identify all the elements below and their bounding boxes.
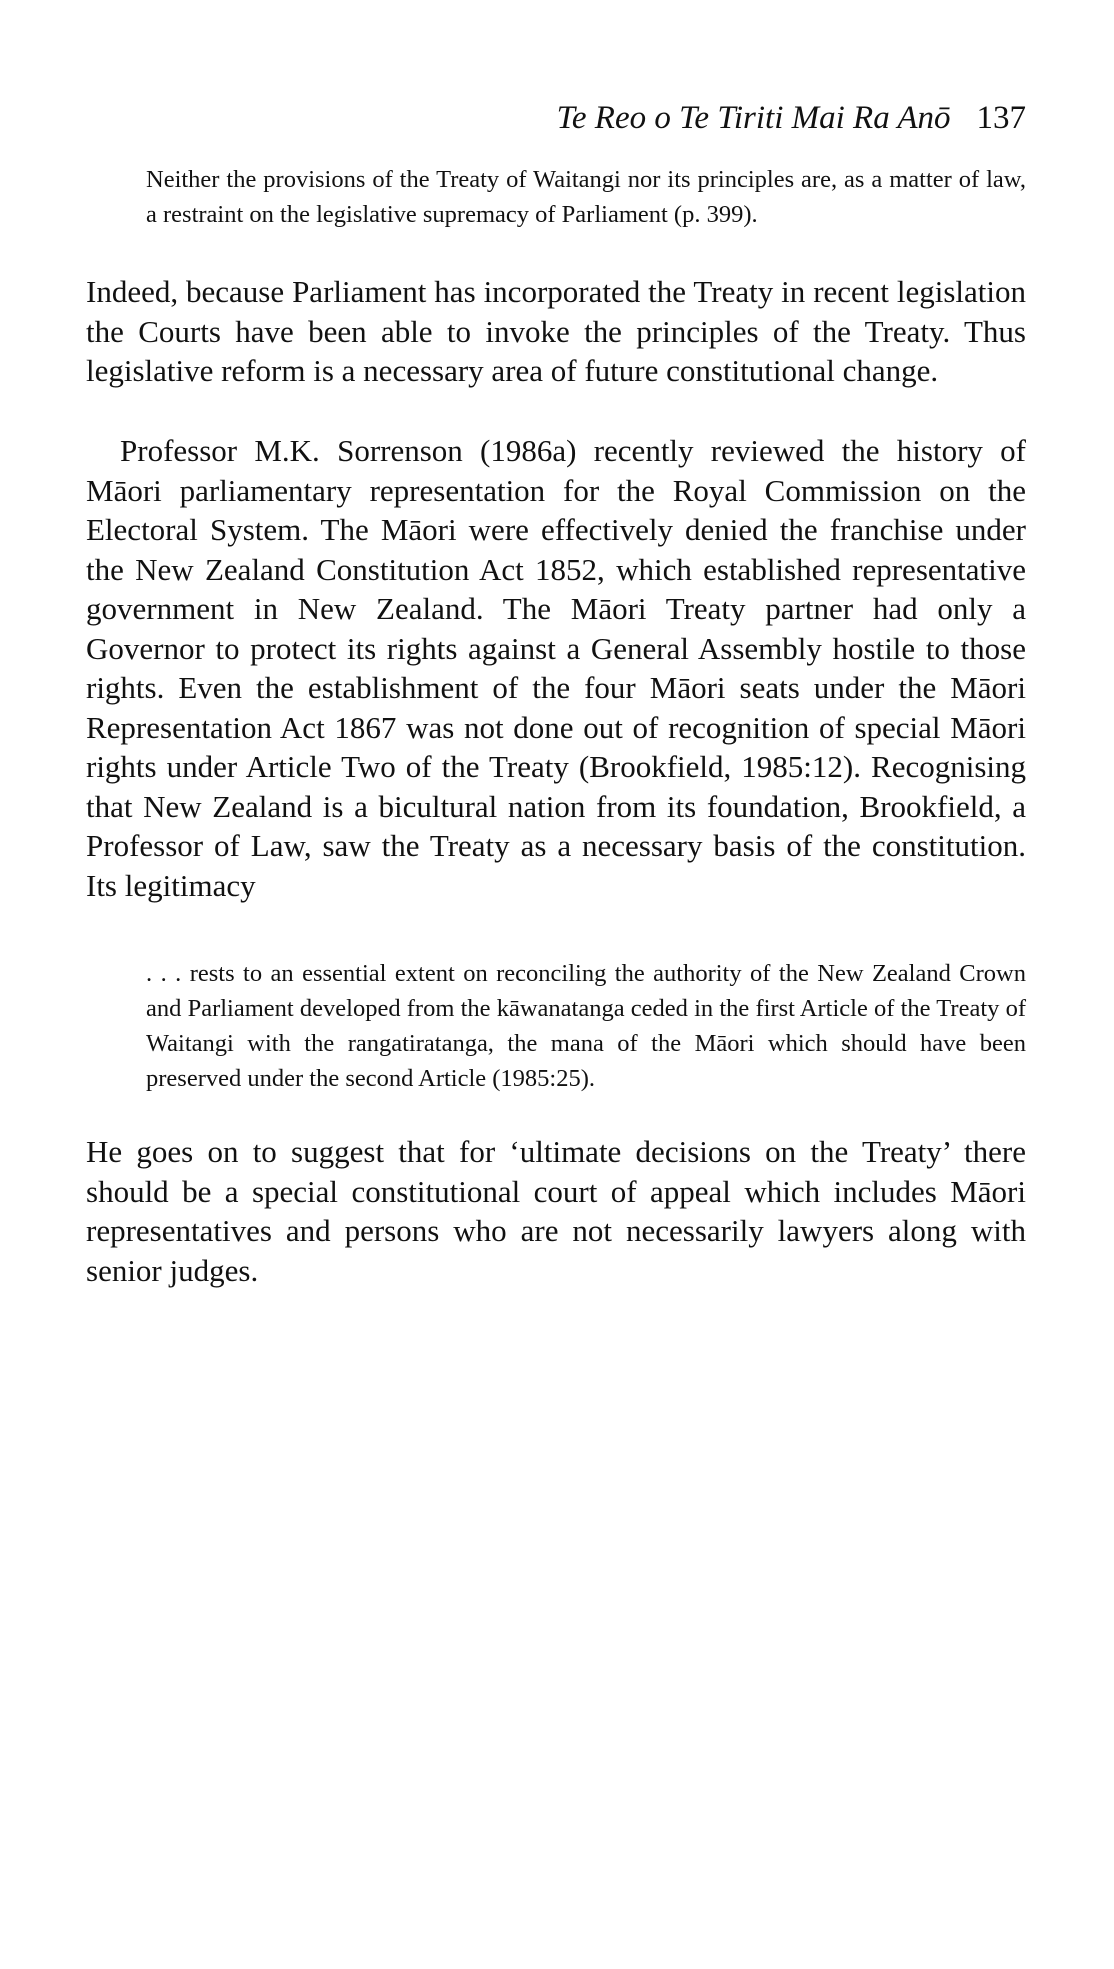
paragraph-sorrenson-review: Professor M.K. Sorrenson (1986a) recently reviewed the history of Māori parliamentary representation for the Royal Commission on the Electoral System. The Māori were effectively denied the franchise under the New Zealand Constitution Act 1852, which established representative government in New Zealand. The Māori Treaty partner had only a Governor to protect its rights against a General Assembly hostile to those rights. Even the establishment of the four Māori seats under the Māori Representation Act 1867 was not done out of recognition of special Māori rights under Article Two of the Treaty (Brookfield, 1985:12). Recognising that New Zealand is a bicultural nation from its foundation, Brookfield, a Professor of Law, saw the Treaty as a necessary basis of the constitution. Its legitimacy [86,433,1026,903]
running-title: Te Reo o Te Tiriti Mai Ra Anō [556,100,951,136]
running-head [86,96,1026,140]
page-number: 137 [976,100,1026,136]
paragraph-legislative-reform: Indeed, because Parliament has incorporated the Treaty in recent legislation the Courts have been able to invoke the principles of the Treaty. Thus legislative reform is a necessary area of future constitutional change. [86,274,1026,388]
block-quote-brookfield: . . . rests to an essential extent on reconciling the authority of the New Zealand Crown and Parliament developed from the kāwanatanga ceded in the first Article of the Treaty of Waitangi with the rangatiratanga, the mana of the Māori which should have been preserved under the second Article (1985:25). [146,960,1026,1092]
paragraph-constitutional-court: He goes on to suggest that for ‘ultimate decisions on the Treaty’ there should be a special constitutional court of appeal which includes Māori representatives and persons who are not necessarily lawyers along with senior judges. [86,1134,1026,1288]
block-quote-parliament: Neither the provisions of the Treaty of Waitangi nor its principles are, as a matter of law, a restraint on the legislative supremacy of Parliament (p. 399). [146,166,1026,228]
